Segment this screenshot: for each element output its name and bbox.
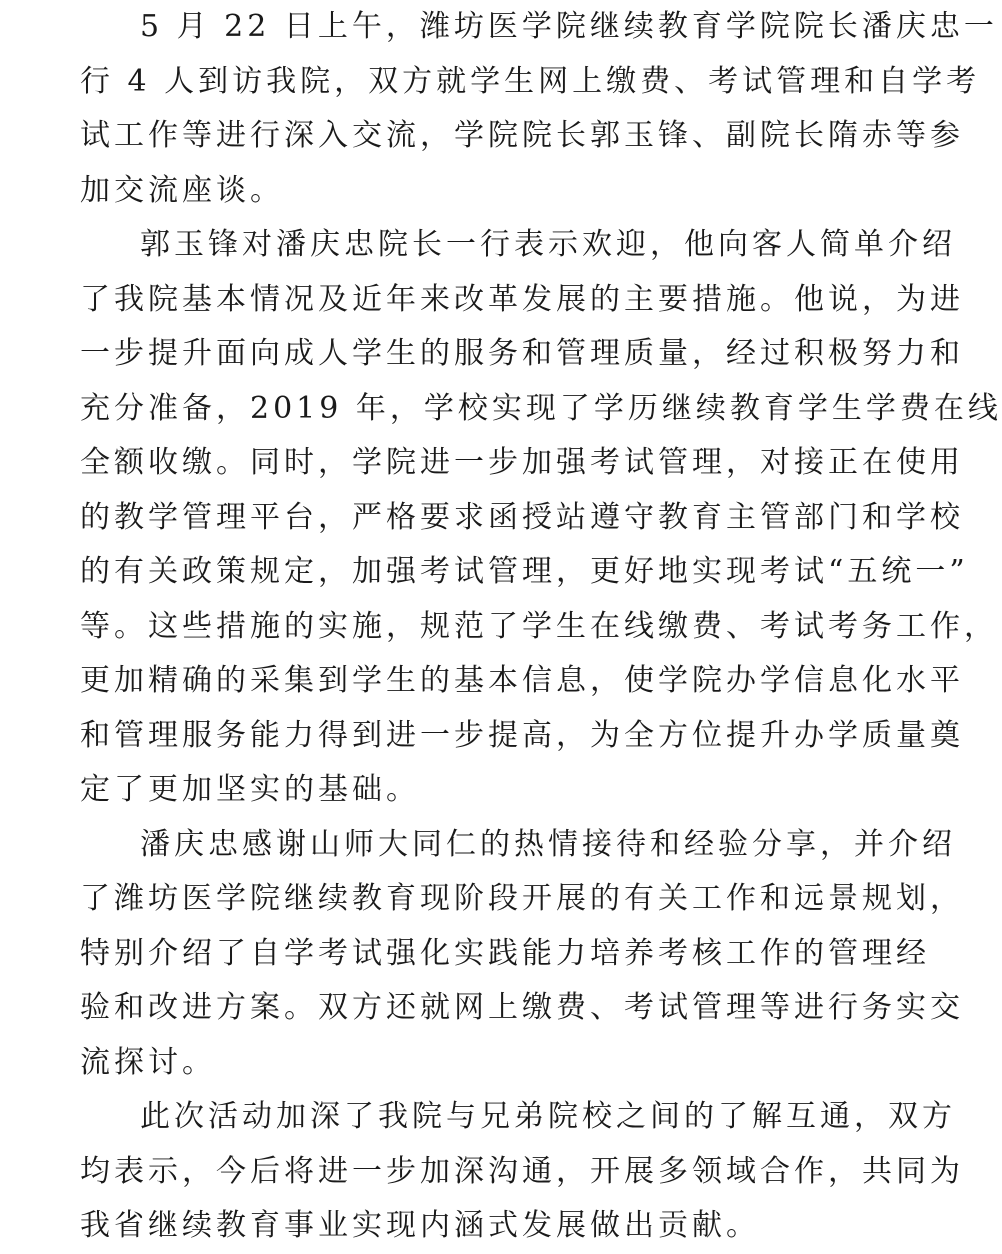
text-line: 5 月 22 日上午，潍坊医学院继续教育学院院长潘庆忠一 (140, 9, 998, 44)
text-line: 郭玉锋对潘庆忠院长一行表示欢迎，他向客人简单介绍 (140, 227, 956, 262)
text-line: 潘庆忠感谢山师大同仁的热情接待和经验分享，并介绍 (140, 826, 956, 862)
text-line: 特别介绍了自学考试强化实践能力培养考核工作的管理经 (80, 935, 930, 971)
text-line: 等。这些措施的实施，规范了学生在线缴费、考试考务工作， (80, 608, 998, 644)
text-line: 试工作等进行深入交流，学院院长郭玉锋、副院长隋赤等参 (80, 118, 964, 153)
text-line: 行 4 人到访我院，双方就学生网上缴费、考试管理和自学考 (80, 63, 981, 99)
text-line: 和管理服务能力得到进一步提高，为全方位提升办学质量奠 (80, 717, 964, 753)
text-line: 均表示，今后将进一步加深沟通，开展多领域合作，共同为 (80, 1153, 964, 1189)
paragraph-guest-response (80, 818, 964, 1091)
article-body (80, 0, 1002, 1254)
paragraph-conclusion (80, 1090, 964, 1254)
text-line: 更加精确的采集到学生的基本信息，使学院办学信息化水平 (80, 663, 964, 698)
text-line: 此次活动加深了我院与兄弟院校之间的了解互通，双方 (140, 1099, 956, 1134)
paragraph-welcome-remarks (80, 218, 1002, 818)
text-line: 全额收缴。同时，学院进一步加强考试管理，对接正在使用 (80, 445, 964, 480)
text-line: 了潍坊医学院继续教育现阶段开展的有关工作和远景规划， (80, 881, 964, 916)
text-line: 充分准备，2019 年，学校实现了学历继续教育学生学费在线 (80, 390, 1002, 426)
text-line: 验和改进方案。双方还就网上缴费、考试管理等进行务实交 (80, 990, 964, 1025)
paragraph-visit-intro (80, 0, 998, 218)
text-line: 了我院基本情况及近年来改革发展的主要措施。他说，为进 (80, 281, 964, 317)
text-line: 我省继续教育事业实现内涵式发展做出贡献。 (80, 1208, 760, 1243)
text-line: 一步提升面向成人学生的服务和管理质量，经过积极努力和 (80, 336, 964, 371)
text-line: 定了更加坚实的基础。 (80, 772, 420, 807)
text-line: 的有关政策规定，加强考试管理，更好地实现考试“五统一” (80, 554, 969, 589)
text-line: 的教学管理平台，严格要求函授站遵守教育主管部门和学校 (80, 499, 964, 535)
text-line: 加交流座谈。 (80, 172, 284, 208)
text-line: 流探讨。 (80, 1044, 216, 1080)
